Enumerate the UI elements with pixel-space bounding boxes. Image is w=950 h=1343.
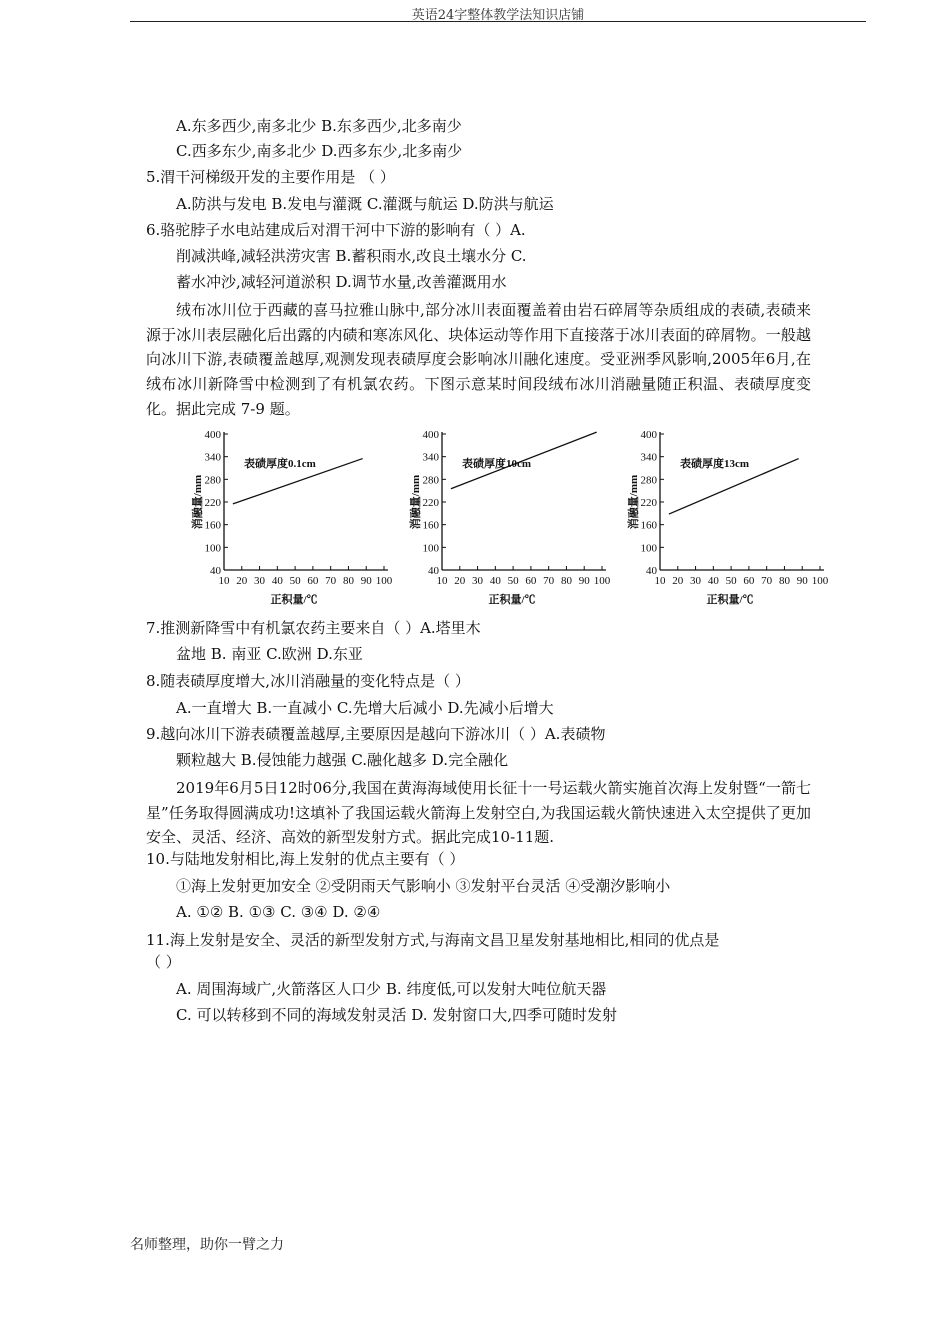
x-tick-label: 40: [271, 575, 283, 587]
x-tick-label: 30: [690, 575, 702, 587]
y-tick-label: 400: [422, 429, 439, 441]
q4-options-line1: A.东多西少,南多北少 B.东多西少,北多南少: [176, 117, 462, 135]
page-footer: 名师整理，助你一臂之力: [130, 1237, 284, 1253]
y-tick-label: 280: [640, 474, 657, 487]
x-tick-label: 30: [254, 575, 266, 587]
x-tick-label: 50: [725, 575, 737, 587]
y-tick-label: 40: [646, 565, 657, 577]
y-tick-label: 220: [640, 497, 657, 509]
x-tick-label: 10: [436, 575, 448, 587]
y-tick-label: 220: [204, 497, 221, 509]
x-tick-label: 50: [507, 575, 519, 587]
q10-stem: 10.与陆地发射相比,海上发射的优点主要有（ ）: [146, 850, 465, 868]
x-tick-label: 40: [489, 575, 501, 587]
x-tick-label: 100: [375, 575, 393, 587]
chart-debris-0.1cm: [186, 424, 396, 610]
q6-stem: 6.骆驼脖子水电站建成后对渭干河中下游的影响有（ ）A.: [146, 221, 526, 239]
chart-debris-10cm: [404, 424, 614, 610]
x-tick-label: 80: [560, 575, 572, 587]
x-tick-label: 90: [796, 575, 808, 587]
q11-options-cd: C. 可以转移到不同的海域发射灵活 D. 发射窗口大,四季可随时发射: [176, 1006, 618, 1024]
x-tick-label: 70: [325, 575, 337, 587]
y-tick-label: 100: [640, 542, 657, 555]
q9-line2: 颗粒越大 B.侵蚀能力越强 C.融化越多 D.完全融化: [176, 751, 509, 769]
x-tick-label: 100: [593, 575, 611, 587]
x-tick-label: 80: [342, 575, 354, 587]
y-tick-label: 100: [204, 542, 221, 555]
y-tick-label: 340: [640, 451, 657, 464]
x-tick-label: 10: [218, 575, 230, 587]
x-tick-label: 30: [472, 575, 484, 587]
q11-paren: （ ）: [146, 953, 181, 971]
q5-stem: 5.渭干河梯级开发的主要作用是 （ ）: [146, 168, 395, 186]
chart-debris-13cm: [622, 424, 832, 610]
y-tick-label: 160: [422, 519, 439, 532]
x-tick-label: 80: [778, 575, 790, 587]
x-tick-label: 20: [236, 575, 248, 587]
x-tick-label: 20: [454, 575, 466, 587]
x-tick-label: 20: [672, 575, 684, 587]
q9-stem: 9.越向冰川下游表碛覆盖越厚,主要原因是越向下游冰川（ ）A.表碛物: [146, 725, 606, 743]
y-axis-label: 消融量/mm: [410, 474, 422, 530]
q6-line2: 削减洪峰,减轻洪涝灾害 B.蓄积雨水,改良土壤水分 C.: [176, 247, 527, 265]
q10-items: ①海上发射更加安全 ②受阴雨天气影响小 ③发射平台灵活 ④受潮汐影响小: [176, 877, 671, 895]
y-tick-label: 400: [640, 429, 657, 441]
y-tick-label: 280: [422, 474, 439, 487]
y-tick-label: 40: [428, 565, 439, 577]
x-tick-label: 60: [525, 575, 537, 587]
y-tick-label: 40: [210, 565, 221, 577]
y-tick-label: 160: [204, 519, 221, 532]
x-tick-label: 90: [578, 575, 590, 587]
q11-stem: 11.海上发射是安全、灵活的新型发射方式,与海南文昌卫星发射基地相比,相同的优点是: [146, 931, 720, 949]
passage-glacier: 绒布冰川位于西藏的喜马拉雅山脉中,部分冰川表面覆盖着由岩石碎屑等杂质组成的表碛,表碛来源于冰川表层融化后出露的内碛和寒冻风化、块体运动等作用下直接落于冰川表面的碎屑物。一般越向冰川下游,表碛覆盖越厚,观测发现表碛厚度会影响冰川融化速度。受亚洲季风影响,2005年6月,在绒布冰川新降雪中检测到了有机氯农药。下图示意某时间段绒布冰川消融量随正积温、表碛厚度变化。据此完成 7-9 题。: [146, 301, 811, 418]
chart-annotation: 表碛厚度10cm: [462, 458, 532, 470]
y-tick-label: 280: [204, 474, 221, 487]
x-tick-label: 100: [811, 575, 829, 587]
q5-options: A.防洪与发电 B.发电与灌溉 C.灌溉与航运 D.防洪与航运: [176, 195, 554, 213]
x-axis-label: 正积量/℃: [270, 594, 318, 606]
x-tick-label: 60: [743, 575, 755, 587]
glacier-charts: [186, 424, 829, 610]
x-tick-label: 70: [543, 575, 555, 587]
y-tick-label: 400: [204, 429, 221, 441]
y-axis-label: 消融量/mm: [192, 474, 204, 530]
x-tick-label: 50: [289, 575, 301, 587]
chart-annotation: 表碛厚度0.1cm: [244, 458, 316, 470]
y-tick-label: 340: [204, 451, 221, 464]
page-header: 英语24字整体教学法知识店铺: [411, 8, 585, 23]
x-tick-label: 10: [654, 575, 666, 587]
y-tick-label: 220: [422, 497, 439, 509]
q8-options: A.一直增大 B.一直减小 C.先增大后减小 D.先减小后增大: [176, 699, 554, 717]
x-tick-label: 40: [707, 575, 719, 587]
passage-launch: 2019年6月5日12时06分,我国在黄海海域使用长征十一号运载火箭实施首次海上发射暨“一箭七星”任务取得圆满成功!这填补了我国运载火箭海上发射空白,为我国运载火箭快速进入太空提供了更加安全、灵活、经济、高效的新型发射方式。据此完成10-11题.: [146, 779, 811, 847]
q8-stem: 8.随表碛厚度增大,冰川消融量的变化特点是（ ）: [146, 672, 470, 690]
y-tick-label: 160: [640, 519, 657, 532]
x-tick-label: 90: [360, 575, 372, 587]
q6-line3: 蓄水冲沙,减轻河道淤积 D.调节水量,改善灌溉用水: [176, 273, 507, 291]
x-tick-label: 60: [307, 575, 319, 587]
x-axis-label: 正积量/℃: [488, 594, 536, 606]
q10-options: A. ①② B. ①③ C. ③④ D. ②④: [176, 903, 381, 921]
q7-line2: 盆地 B. 南亚 C.欧洲 D.东亚: [176, 645, 363, 663]
q11-options-ab: A. 周围海域广,火箭落区人口少 B. 纬度低,可以发射大吨位航天器: [176, 980, 607, 998]
q4-options-line2: C.西多东少,南多北少 D.西多东少,北多南少: [176, 142, 463, 160]
chart-annotation: 表碛厚度13cm: [680, 458, 750, 470]
y-tick-label: 340: [422, 451, 439, 464]
y-tick-label: 100: [422, 542, 439, 555]
y-axis-label: 消融量/mm: [628, 474, 640, 530]
x-axis-label: 正积量/℃: [706, 594, 754, 606]
q7-stem: 7.推测新降雪中有机氯农药主要来自（ ）A.塔里木: [146, 619, 481, 637]
x-tick-label: 70: [761, 575, 773, 587]
header-divider: [130, 21, 866, 22]
